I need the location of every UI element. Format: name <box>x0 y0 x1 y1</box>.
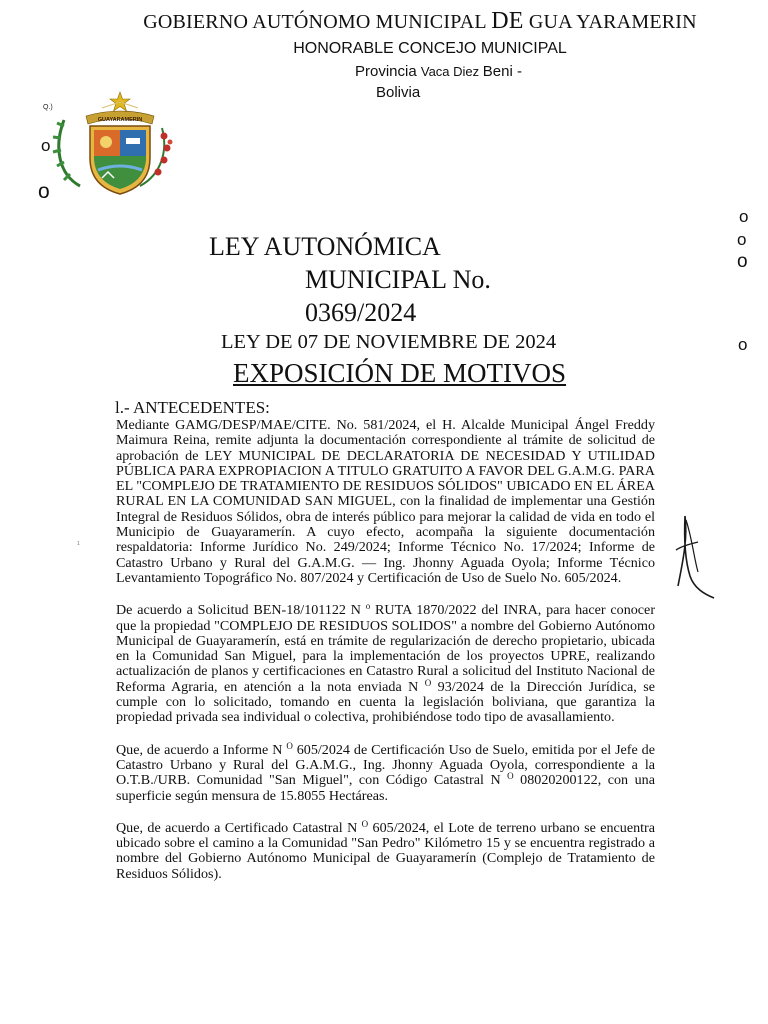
header-line1-part2: GUA YARAMERIN <box>523 11 697 33</box>
margin-mark: o <box>737 251 748 272</box>
emblem-banner-text: GUAYARAMERIN <box>97 117 143 123</box>
law-title-line2: MUNICIPAL No. <box>305 265 491 294</box>
signature <box>668 510 724 607</box>
law-date: LEY DE 07 DE NOVIEMBRE DE 2024 <box>221 331 557 353</box>
header-line1-de: DE <box>491 8 524 34</box>
paragraph: Que, de acuerdo a Certificado Catastral N $^O$ 605/2024, el Lote de terreno urbano se encuentra ubicado sobre el camino a la Comunidad "San Pedro" Kilómetro 15 y se encuentra registrado a nombre del Gobierno Autónomo Municipal de Guayaramerín (Complejo de Tratamiento de Residuos Sólidos). <box>116 818 656 882</box>
header-line1-part1: GOBIERNO AUTÓNOMO MUNICIPAL <box>143 11 492 33</box>
coat-of-arms-icon <box>40 86 180 209</box>
margin-mark: o <box>737 230 747 249</box>
paragraph: De acuerdo a Solicitud BEN-18/101122 N $^o$ RUTA 1870/2022 del INRA, para hacer conocer que la propiedad "COMPLEJO DE RESIDUOS SOLIDOS" a nombre del Gobierno Autónomo Municipal de Guayaramerín, está en trámite de regularización de derecho propietario, ubicada en la Comunidad San Miguel, para la implementación de los proyectos UPRE, realizando actualización de planos y certificaciones en Catastro Rural a solicitud del Instituto Nacional de Reforma Agraria, en atención a la nota enviada N $^O$ 93/2024 de la Dirección Jurídica, se cumple con lo solicitado, tomando en cuenta la legislación boliviana, que garantiza la propiedad privada sea individual o colectiva, prohibiéndose todo tipo de avasallamiento. <box>116 601 656 726</box>
paragraph: Que, de acuerdo a Informe N $^O$ 605/2024 de Certificación Uso de Suelo, emitida por el Jefe de Catastro Urbano y Rural del G.A.M.G., Ing. Jhonny Aguada Oyola, correspondiente a la O.T.B./URB. Comunidad "San Miguel", con Código Catastral N $^O$ 08020200122, con una superficie según mensura de 15.8055 Hectáreas. <box>116 740 655 804</box>
header-province: Provincia Vaca Diez Beni - <box>355 63 522 80</box>
margin-mark: o <box>38 180 50 203</box>
margin-mark: o <box>739 207 749 226</box>
subsection-heading: l.- ANTECEDENTES: <box>115 398 270 417</box>
header-institution <box>0 8 768 35</box>
document-body <box>116 418 655 899</box>
paragraph: Mediante GAMG/DESP/MAE/CITE. No. 581/2024, el H. Alcalde Municipal Ángel Freddy Maimura Reina, remite adjunta la documentación correspondiente al trámite de solicitud de aprobación de LEY MUNICIPAL DE DECLARATORIA DE NECESIDAD Y UTILIDAD PÚBLICA PARA EXPROPIACION A TITULO GRATUITO A FAVOR DEL G.A.M.G. PARA EL "COMPLEJO DE TRATAMIENTO DE RESIDUOS SÓLIDOS" UBICADO EN EL ÁREA RURAL EN LA COMUNIDAD SAN MIGUEL, con la finalidad de implementar una Gestión Integral de Residuos Sólidos, obra de interés público para mejorar la calidad de vida en todo el Municipio de Guayaramerín. A cuyo efecto, acompaña la siguiente documentación respaldatoria: Informe Jurídico No. 249/2024; Informe Técnico No. 17/2024; Informe de Catastro Urbano y Rural del G.A.M.G. — Ing. Jhonny Aguada Oyola; Informe Técnico Levantamiento Topográfico No. 807/2024 y Certificación de Uso de Suelo No. 605/2024. <box>116 417 655 586</box>
header-country: Bolivia <box>376 84 421 101</box>
header-council: HONORABLE CONCEJO MUNICIPAL <box>293 40 567 57</box>
margin-mark: o <box>738 335 748 354</box>
law-number: 0369/2024 <box>305 298 417 327</box>
law-title-line1: LEY AUTONÓMICA <box>209 232 441 261</box>
margin-mark: 1 <box>77 541 80 547</box>
margin-mark: o <box>41 136 51 155</box>
emblem-mark: Q.) <box>43 104 53 111</box>
section-heading: EXPOSICIÓN DE MOTIVOS <box>233 358 567 388</box>
